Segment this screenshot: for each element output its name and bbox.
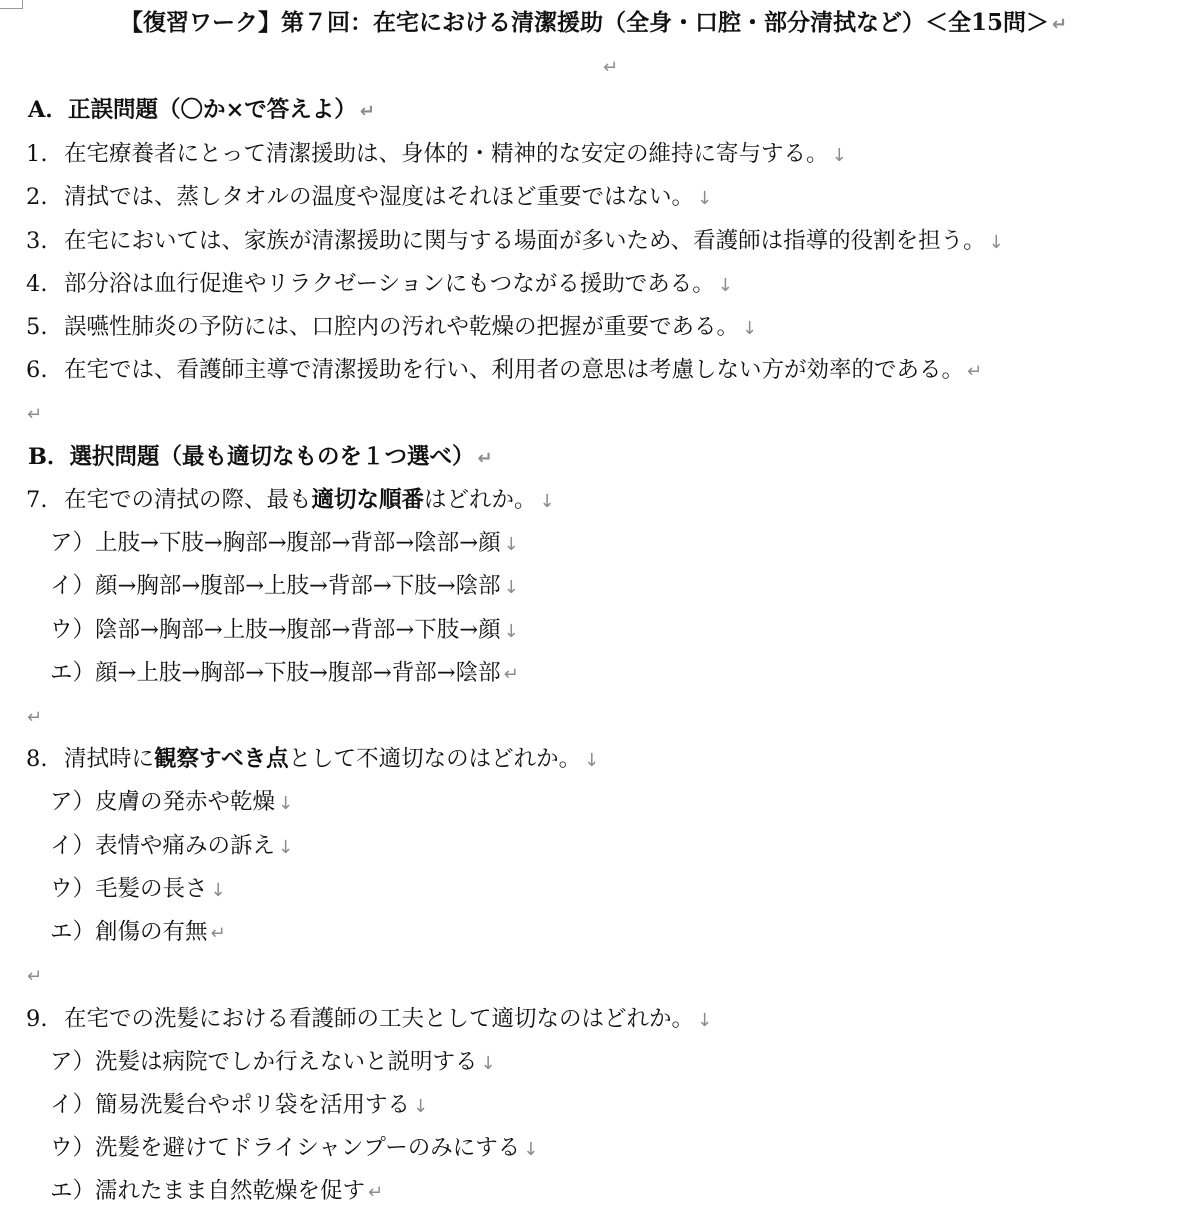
question-number: 3.: [26, 228, 48, 254]
answer-option-text: イ）簡易洗髪台やポリ袋を活用する: [50, 1092, 411, 1118]
linebreak-mark: ↓: [717, 275, 733, 296]
paragraph-mark: ↵: [359, 101, 375, 122]
answer-option-text: イ）表情や痛みの訴え: [50, 833, 276, 859]
question-number: 7.: [26, 487, 48, 513]
linebreak-mark: ↓: [988, 232, 1004, 253]
question-number: 9.: [26, 1006, 48, 1032]
answer-option: [50, 831, 293, 861]
question-4: [26, 269, 733, 299]
empty-paragraph: [24, 960, 42, 990]
question-text: 在宅での清拭の際、最も: [64, 487, 312, 513]
question-number: 1.: [26, 141, 48, 167]
question-text: 清拭時に: [64, 746, 155, 772]
answer-option: [50, 528, 519, 558]
question-text: として不適切なのはどれか。: [288, 746, 582, 772]
paragraph-mark: ↵: [27, 707, 43, 728]
linebreak-mark: ↓: [503, 621, 519, 642]
question-7: [26, 485, 555, 515]
linebreak-mark: ↓: [210, 880, 226, 901]
section-a-heading: [28, 95, 375, 125]
question-text: 誤嚥性肺炎の予防には、口腔内の汚れや乾燥の把握が重要である。: [64, 314, 740, 340]
answer-option-text: ア）洗髪は病院でしか行えないと説明する: [50, 1049, 478, 1075]
linebreak-mark: ↓: [584, 750, 600, 771]
answer-option: [50, 787, 293, 817]
answer-option-text: エ）顔→上肢→胸部→下肢→腹部→背部→陰部: [50, 660, 501, 686]
paragraph-mark: ↵: [27, 966, 43, 987]
answer-option: [50, 874, 226, 904]
linebreak-mark: ↓: [539, 491, 555, 512]
linebreak-mark: ↓: [503, 534, 519, 555]
question-text: 在宅での洗髪における看護師の工夫として適切なのはどれか。: [64, 1006, 695, 1032]
document-title-text: 【復習ワーク】第７回：在宅における清潔援助（全身・口腔・部分清拭など）＜全15問＞: [119, 9, 1049, 36]
question-8: [26, 744, 599, 774]
paragraph-mark: ↵: [503, 664, 519, 685]
paragraph-mark: ↵: [603, 57, 619, 78]
answer-option: [50, 1090, 428, 1120]
question-text: 在宅では、看護師主導で清潔援助を行い、利用者の意思は考慮しない方が効率的である。: [64, 357, 965, 383]
answer-option-text: ア）上肢→下肢→胸部→腹部→背部→陰部→顔: [50, 530, 501, 556]
linebreak-mark: ↓: [742, 318, 758, 339]
question-1: [26, 139, 847, 169]
answer-option: [50, 1047, 496, 1077]
document-title: [0, 8, 1187, 38]
question-2: [26, 182, 712, 212]
linebreak-mark: ↓: [831, 145, 847, 166]
empty-paragraph: [24, 701, 42, 731]
section-a-heading-text: A．正誤問題（〇か×で答えよ）: [28, 97, 357, 123]
answer-option-text: エ）濡れたまま自然乾燥を促す: [50, 1178, 366, 1204]
question-emphasis: 適切な順番: [311, 487, 425, 513]
paragraph-mark: ↵: [477, 448, 493, 469]
question-text: 在宅においては、家族が清潔援助に関与する場面が多いため、看護師は指導的役割を担う。: [64, 228, 986, 254]
answer-option: [50, 1176, 383, 1206]
answer-option: [50, 571, 519, 601]
paragraph-mark: ↵: [1051, 14, 1068, 35]
question-number: 6.: [26, 357, 48, 383]
answer-option: [50, 1133, 538, 1163]
question-text: 在宅療養者にとって清潔援助は、身体的・精神的な安定の維持に寄与する。: [64, 141, 829, 167]
paragraph-mark: ↵: [967, 361, 983, 382]
empty-paragraph: [24, 398, 42, 428]
question-number: 2.: [26, 184, 48, 210]
question-emphasis: 観察すべき点: [154, 746, 289, 772]
question-number: 8.: [26, 746, 48, 772]
linebreak-mark: ↓: [413, 1096, 429, 1117]
linebreak-mark: ↓: [503, 577, 519, 598]
question-5: [26, 312, 757, 342]
paragraph-mark: ↵: [368, 1182, 384, 1203]
question-9: [26, 1004, 712, 1034]
question-3: [26, 226, 1004, 256]
answer-option-text: ウ）毛髪の長さ: [50, 876, 208, 902]
linebreak-mark: ↓: [523, 1139, 539, 1160]
section-b-heading: [28, 442, 493, 472]
answer-option-text: イ）顔→胸部→腹部→上肢→背部→下肢→陰部: [50, 573, 501, 599]
linebreak-mark: ↓: [480, 1053, 496, 1074]
paragraph-mark: ↵: [210, 923, 226, 944]
answer-option: [50, 615, 519, 645]
empty-paragraph: [600, 51, 618, 81]
linebreak-mark: ↓: [697, 1010, 713, 1031]
answer-option-text: ウ）洗髪を避けてドライシャンプーのみにする: [50, 1135, 521, 1161]
linebreak-mark: ↓: [697, 188, 713, 209]
question-6: [26, 355, 982, 385]
answer-option: [50, 658, 519, 688]
answer-option-text: ア）皮膚の発赤や乾燥: [50, 789, 276, 815]
question-text: 部分浴は血行促進やリラクゼーションにもつながる援助である。: [64, 271, 715, 297]
answer-option-text: エ）創傷の有無: [50, 919, 208, 945]
answer-option-text: ウ）陰部→胸部→上肢→腹部→背部→下肢→顔: [50, 617, 501, 643]
question-number: 4.: [26, 271, 48, 297]
linebreak-mark: ↓: [278, 837, 294, 858]
paragraph-mark: ↵: [27, 404, 43, 425]
answer-option: [50, 917, 226, 947]
question-number: 5.: [26, 314, 48, 340]
section-b-heading-text: B．選択問題（最も適切なものを１つ選べ）: [28, 444, 475, 470]
question-text: 清拭では、蒸しタオルの温度や湿度はそれほど重要ではない。: [64, 184, 695, 210]
question-text: はどれか。: [424, 487, 537, 513]
linebreak-mark: ↓: [278, 793, 294, 814]
